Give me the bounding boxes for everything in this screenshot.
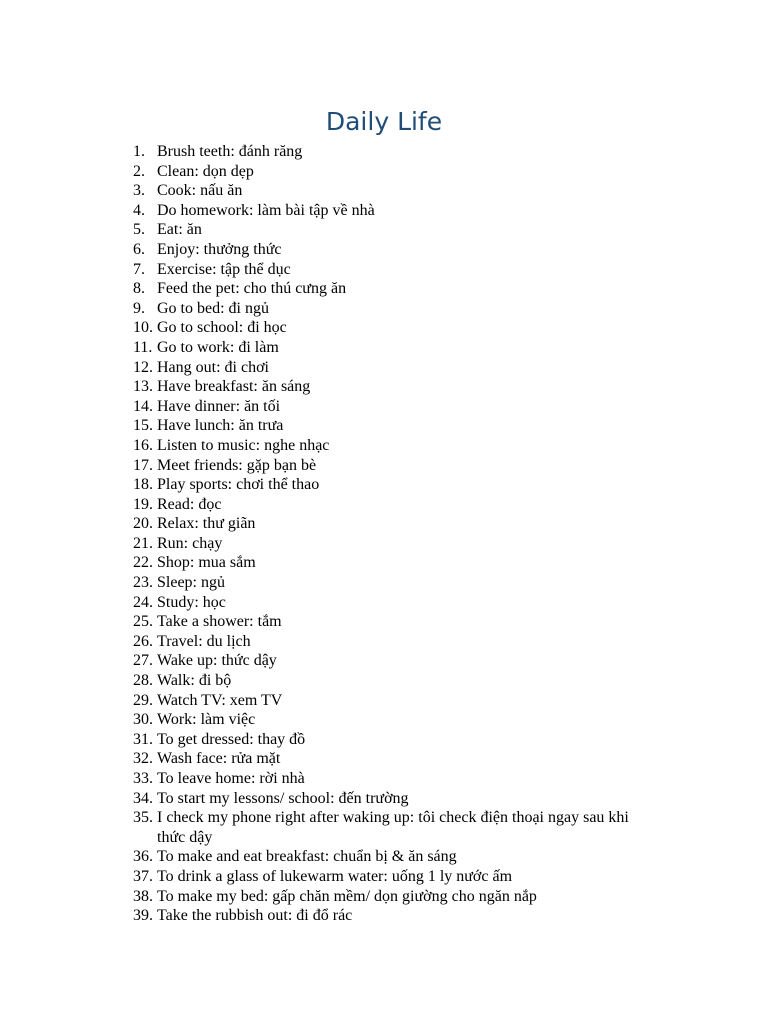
item-text: To get dressed: thay đồ — [157, 730, 306, 748]
item-text: Play sports: chơi thể thao — [157, 476, 320, 494]
list-item — [133, 691, 660, 711]
item-number: 10. — [133, 319, 153, 337]
list-item — [133, 651, 660, 671]
list-item — [133, 181, 660, 201]
item-number: 22. — [133, 554, 153, 572]
item-text: Meet friends: gặp bạn bè — [157, 456, 317, 474]
item-text: Travel: du lịch — [157, 632, 251, 650]
item-text: Watch TV: xem TV — [157, 691, 283, 709]
list-item — [133, 397, 660, 417]
item-text: Take the rubbish out: đi đổ rác — [157, 907, 353, 925]
item-text: To start my lessons/ school: đến trường — [157, 789, 409, 807]
list-item — [133, 847, 660, 867]
item-text: Clean: dọn dẹp — [157, 162, 254, 180]
item-text: To make and eat breakfast: chuẩn bị & ăn sáng — [157, 848, 457, 866]
list-item — [133, 142, 660, 162]
item-text: To make my bed: gấp chăn mềm/ dọn giường cho ngăn nắp — [157, 887, 537, 905]
item-text: Hang out: đi chơi — [157, 358, 269, 376]
list-item — [133, 867, 660, 887]
item-number: 15. — [133, 417, 153, 435]
list-item — [133, 377, 660, 397]
item-text: Walk: đi bộ — [157, 672, 232, 690]
list-item — [133, 514, 660, 534]
item-number: 18. — [133, 476, 153, 494]
list-item — [133, 887, 660, 907]
item-number: 35. — [133, 809, 153, 827]
list-item — [133, 240, 660, 260]
item-text: Wake up: thức dậy — [157, 652, 277, 670]
item-number: 11. — [133, 338, 153, 356]
item-text: Have dinner: ăn tối — [157, 397, 281, 415]
item-number: 37. — [133, 867, 153, 885]
item-text: Brush teeth: đánh răng — [157, 143, 303, 160]
item-number: 26. — [133, 632, 153, 650]
item-text: Go to work: đi làm — [157, 338, 279, 356]
item-text: I check my phone right after waking up: tôi check điện thoại ngay sau khi thức dậy — [157, 809, 629, 846]
item-text: Run: chạy — [157, 534, 223, 552]
item-number: 13. — [133, 378, 153, 396]
item-number: 1. — [133, 143, 145, 160]
item-text: Go to school: đi học — [157, 319, 287, 337]
item-text: Cook: nấu ăn — [157, 182, 243, 200]
list-item — [133, 730, 660, 750]
list-item — [133, 162, 660, 182]
item-number: 14. — [133, 397, 153, 415]
list-item — [133, 260, 660, 280]
item-number: 5. — [133, 221, 145, 239]
item-text: Sleep: ngủ — [157, 574, 225, 592]
item-number: 39. — [133, 907, 153, 925]
item-number: 6. — [133, 240, 145, 258]
item-number: 17. — [133, 456, 153, 474]
item-text: Have lunch: ăn trưa — [157, 417, 284, 435]
list-item — [133, 416, 660, 436]
item-number: 27. — [133, 652, 153, 670]
item-number: 16. — [133, 436, 153, 454]
item-number: 2. — [133, 162, 145, 180]
list-item — [133, 553, 660, 573]
item-number: 9. — [133, 299, 145, 317]
list-item — [133, 534, 660, 554]
item-number: 31. — [133, 730, 153, 748]
item-text: Take a shower: tắm — [157, 613, 282, 631]
list-item — [133, 612, 660, 632]
item-text: Go to bed: đi ngủ — [157, 299, 269, 317]
item-text: Work: làm việc — [157, 711, 256, 729]
item-number: 20. — [133, 515, 153, 533]
item-number: 7. — [133, 260, 145, 278]
list-item — [133, 573, 660, 593]
list-item — [133, 789, 660, 809]
list-item — [133, 299, 660, 319]
list-item — [133, 475, 660, 495]
item-number: 36. — [133, 848, 153, 866]
item-text: Relax: thư giãn — [157, 515, 256, 533]
list-item — [133, 632, 660, 652]
item-text: Have breakfast: ăn sáng — [157, 378, 311, 396]
item-number: 29. — [133, 691, 153, 709]
item-number: 21. — [133, 534, 153, 552]
document-title: Daily Life — [325, 107, 443, 136]
item-text: Eat: ăn — [157, 221, 202, 239]
list-item — [133, 436, 660, 456]
item-number: 28. — [133, 672, 153, 690]
list-item — [133, 710, 660, 730]
item-text: Listen to music: nghe nhạc — [157, 436, 330, 454]
item-number: 3. — [133, 182, 145, 200]
list-item — [133, 906, 660, 926]
list-item — [133, 318, 660, 338]
item-number: 25. — [133, 613, 153, 631]
item-text: Wash face: rửa mặt — [157, 750, 281, 768]
item-number: 19. — [133, 495, 153, 513]
item-number: 32. — [133, 750, 153, 768]
list-item — [133, 279, 660, 299]
list-item — [133, 338, 660, 358]
daily-life-list — [133, 142, 660, 926]
item-text: Do homework: làm bài tập về nhà — [157, 201, 375, 219]
list-item — [133, 769, 660, 789]
item-number: 38. — [133, 887, 153, 905]
item-text: Feed the pet: cho thú cưng ăn — [157, 280, 347, 298]
item-text: To drink a glass of lukewarm water: uống 1 ly nước ấm — [157, 867, 513, 885]
item-text: Exercise: tập thể dục — [157, 260, 291, 278]
list-item — [133, 808, 660, 847]
item-text: Shop: mua sắm — [157, 554, 256, 572]
item-text: Study: học — [157, 593, 226, 611]
list-item — [133, 358, 660, 378]
item-text: To leave home: rời nhà — [157, 770, 305, 787]
item-number: 30. — [133, 711, 153, 729]
list-item — [133, 201, 660, 221]
item-number: 4. — [133, 201, 145, 219]
item-number: 23. — [133, 574, 153, 592]
item-number: 24. — [133, 593, 153, 611]
item-number: 34. — [133, 789, 153, 807]
item-text: Read: đọc — [157, 495, 222, 513]
list-item — [133, 456, 660, 476]
item-number: 33. — [133, 770, 153, 787]
list-item — [133, 593, 660, 613]
item-number: 8. — [133, 280, 145, 298]
item-text: Enjoy: thưởng thức — [157, 240, 282, 258]
list-item — [133, 220, 660, 240]
list-item — [133, 671, 660, 691]
item-number: 12. — [133, 358, 153, 376]
list-item — [133, 495, 660, 515]
list-item — [133, 749, 660, 769]
